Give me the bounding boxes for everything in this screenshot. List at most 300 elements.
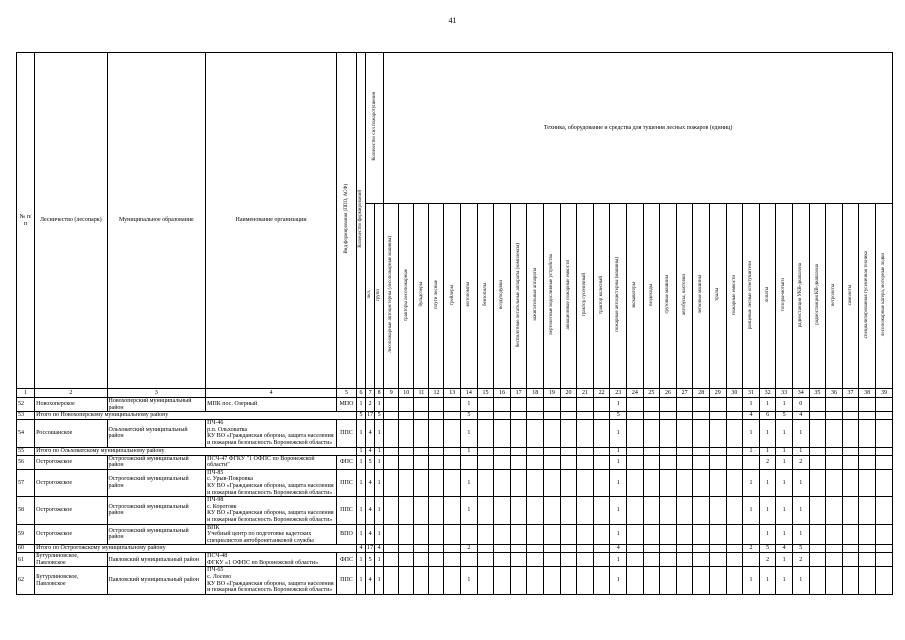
equipment-cell-10 — [399, 553, 414, 567]
equipment-cell-32: 1 — [759, 567, 776, 594]
equipment-cell-18 — [527, 420, 544, 447]
equipment-cell-13 — [444, 469, 461, 496]
equipment-cell-39 — [875, 447, 892, 455]
header-equipment-39 — [875, 204, 892, 389]
equipment-cell-10 — [399, 447, 414, 455]
row-number: 58 — [17, 497, 35, 524]
header-equipment-12 — [429, 204, 444, 389]
equipment-cell-37 — [842, 447, 859, 455]
equipment-cell-13 — [444, 524, 461, 545]
equipment-cell-9 — [384, 447, 399, 455]
organization-name: МПК пос. Озерный — [206, 398, 337, 412]
equipment-cell-39 — [875, 420, 892, 447]
groups-count: 1 — [375, 553, 384, 567]
organization-name: ПЧ-98 с. Коротояк КУ ВО «Гражданская оборона, защита населения и пожарная безопасность Воронежской области» — [206, 497, 337, 524]
equipment-cell-17 — [510, 567, 527, 594]
equipment-cell-16 — [494, 567, 511, 594]
equipment-cell-31 — [743, 553, 760, 567]
equipment-cell-20 — [560, 497, 577, 524]
equipment-cell-28 — [693, 497, 710, 524]
equipment-cell-22 — [593, 420, 610, 447]
equipment-cell-13 — [444, 545, 461, 553]
equipment-cell-29 — [709, 412, 726, 420]
table-row — [17, 567, 893, 594]
people-count: 4 — [366, 469, 375, 496]
equipment-cell-29 — [709, 553, 726, 567]
equipment-cell-35 — [809, 455, 826, 469]
equipment-cell-14: 5 — [461, 412, 478, 420]
equipment-cell-18 — [527, 553, 544, 567]
equipment-cell-18 — [527, 447, 544, 455]
municipality-name: Острогожский муниципальный район — [107, 455, 206, 469]
column-number-3: 3 — [107, 389, 206, 398]
equipment-cell-12 — [429, 553, 444, 567]
column-number-16: 16 — [494, 389, 511, 398]
equipment-cell-15 — [477, 567, 494, 594]
column-number-14: 14 — [461, 389, 478, 398]
equipment-cell-23: 1 — [610, 455, 627, 469]
equipment-cell-22 — [593, 469, 610, 496]
equipment-cell-33: 5 — [776, 412, 793, 420]
equipment-cell-21 — [577, 398, 594, 412]
formation-type: ВПО — [336, 524, 356, 545]
equipment-cell-39 — [875, 567, 892, 594]
header-equipment-26 — [660, 204, 677, 389]
equipment-cell-27 — [676, 553, 693, 567]
equipment-cell-38 — [859, 420, 876, 447]
equipment-cell-10 — [399, 524, 414, 545]
equipment-cell-33: 1 — [776, 524, 793, 545]
header-equipment-22 — [593, 204, 610, 389]
header-equipment-22-label: трактор колесный — [598, 275, 604, 314]
total-label: Итого по Острогожскому муниципальному району — [35, 545, 357, 553]
equipment-cell-9 — [384, 524, 399, 545]
header-equipment-24 — [627, 204, 644, 389]
equipment-cell-24 — [627, 420, 644, 447]
equipment-cell-17 — [510, 398, 527, 412]
equipment-cell-32: 1 — [759, 524, 776, 545]
column-number-10: 10 — [399, 389, 414, 398]
row-number: 56 — [17, 455, 35, 469]
equipment-cell-15 — [477, 524, 494, 545]
equipment-cell-19 — [544, 420, 561, 447]
equipment-cell-30 — [726, 497, 743, 524]
header-equipment-39-label: лесопожарные катера, моторные лодки — [881, 253, 887, 337]
column-number-7: 7 — [366, 389, 375, 398]
equipment-cell-32: 1 — [759, 469, 776, 496]
equipment-cell-39 — [875, 469, 892, 496]
equipment-cell-27 — [676, 412, 693, 420]
equipment-cell-32: 1 — [759, 497, 776, 524]
equipment-cell-11 — [414, 420, 429, 447]
municipality-name: Острогожский муниципальный район — [107, 469, 206, 496]
equipment-cell-33: 1 — [776, 469, 793, 496]
equipment-cell-28 — [693, 553, 710, 567]
equipment-cell-19 — [544, 567, 561, 594]
equipment-cell-24 — [627, 398, 644, 412]
total-label: Итого по Ольховатскому муниципальному району — [35, 447, 357, 455]
equipment-cell-17 — [510, 553, 527, 567]
equipment-cell-23: 1 — [610, 524, 627, 545]
header-equipment-28-label: легковые машины — [698, 275, 704, 314]
header-equipment-29-label: тралы — [715, 288, 721, 302]
equipment-cell-16 — [494, 398, 511, 412]
formations-count: 1 — [357, 420, 366, 447]
header-equipment-17 — [510, 204, 527, 389]
municipality-name: Острогожский муниципальный район — [107, 497, 206, 524]
header-equipment-19 — [544, 204, 561, 389]
equipment-cell-13 — [444, 497, 461, 524]
people-count: 4 — [366, 420, 375, 447]
equipment-cell-12 — [429, 398, 444, 412]
groups-count: 1 — [375, 420, 384, 447]
equipment-cell-12 — [429, 524, 444, 545]
equipment-cell-29 — [709, 524, 726, 545]
equipment-cell-14 — [461, 553, 478, 567]
groups-count: 5 — [375, 412, 384, 420]
equipment-cell-25 — [643, 420, 660, 447]
formation-type: ФПС — [336, 455, 356, 469]
row-number: 55 — [17, 447, 35, 455]
equipment-cell-27 — [676, 497, 693, 524]
header-equipment-36-label: ветролеты — [831, 283, 837, 306]
equipment-cell-21 — [577, 545, 594, 553]
header-equipment-19-label: вертолетные водосливные устройства — [549, 254, 555, 335]
equipment-cell-28 — [693, 412, 710, 420]
equipment-cell-12 — [429, 455, 444, 469]
formation-type: ППС — [336, 420, 356, 447]
equipment-cell-36 — [826, 497, 843, 524]
header-equipment-9-label: лесопожарные автоцистерны (лесопожарные машины) — [388, 236, 394, 354]
equipment-cell-34: 1 — [792, 567, 809, 594]
equipment-cell-24 — [627, 545, 644, 553]
equipment-cell-34: 1 — [792, 420, 809, 447]
equipment-cell-26 — [660, 545, 677, 553]
equipment-cell-17 — [510, 447, 527, 455]
equipment-cell-38 — [859, 497, 876, 524]
equipment-cell-34: 1 — [792, 497, 809, 524]
header-equipment-29 — [709, 204, 726, 389]
header-groups — [375, 204, 384, 389]
header-equipment-38 — [859, 204, 876, 389]
groups-count: 1 — [375, 447, 384, 455]
header-equipment-10-label: тракторы лесопожарные — [403, 268, 409, 321]
equipment-cell-30 — [726, 412, 743, 420]
equipment-cell-36 — [826, 469, 843, 496]
equipment-cell-35 — [809, 567, 826, 594]
equipment-cell-29 — [709, 469, 726, 496]
equipment-cell-18 — [527, 545, 544, 553]
equipment-cell-33: 1 — [776, 497, 793, 524]
equipment-cell-9 — [384, 567, 399, 594]
formations-count: 1 — [357, 469, 366, 496]
equipment-cell-24 — [627, 447, 644, 455]
equipment-cell-28 — [693, 447, 710, 455]
municipality-name: Острогожский муниципальный район — [107, 524, 206, 545]
equipment-cell-28 — [693, 524, 710, 545]
row-number: 57 — [17, 469, 35, 496]
equipment-cell-12 — [429, 412, 444, 420]
header-equipment-15 — [477, 204, 494, 389]
groups-count: 1 — [375, 524, 384, 545]
equipment-cell-26 — [660, 420, 677, 447]
equipment-cell-28 — [693, 455, 710, 469]
header-equipment-25 — [643, 204, 660, 389]
equipment-cell-13 — [444, 567, 461, 594]
equipment-cell-20 — [560, 545, 577, 553]
equipment-cell-19 — [544, 553, 561, 567]
header-equipment-30-label: пожарные емкости — [731, 274, 737, 315]
people-count: 4 — [366, 447, 375, 455]
table-row — [17, 455, 893, 469]
fire-forces-table — [16, 52, 893, 595]
equipment-cell-14: 1 — [461, 398, 478, 412]
equipment-cell-33: 1 — [776, 398, 793, 412]
organization-name: ВПК Учебный центр по подготовке кадетских специалистов автобронетанковой службы — [206, 524, 337, 545]
equipment-cell-18 — [527, 412, 544, 420]
header-equipment-11-label: бульдозеры — [418, 282, 424, 307]
equipment-cell-38 — [859, 412, 876, 420]
formations-count: 5 — [357, 412, 366, 420]
equipment-cell-32: 1 — [759, 420, 776, 447]
equipment-cell-26 — [660, 412, 677, 420]
equipment-cell-16 — [494, 420, 511, 447]
equipment-cell-38 — [859, 553, 876, 567]
equipment-cell-30 — [726, 524, 743, 545]
header-equipment-27 — [676, 204, 693, 389]
equipment-cell-20 — [560, 398, 577, 412]
equipment-cell-31: 1 — [743, 469, 760, 496]
column-number-29: 29 — [709, 389, 726, 398]
equipment-cell-34: 4 — [792, 412, 809, 420]
equipment-cell-31: 2 — [743, 545, 760, 553]
header-equipment-21 — [577, 204, 594, 389]
column-number-20: 20 — [560, 389, 577, 398]
column-number-25: 25 — [643, 389, 660, 398]
header-equipment-30 — [726, 204, 743, 389]
equipment-cell-39 — [875, 398, 892, 412]
equipment-cell-20 — [560, 524, 577, 545]
forestry-name: Острогожское — [35, 455, 107, 469]
equipment-cell-26 — [660, 567, 677, 594]
forestry-name: Россошанское — [35, 420, 107, 447]
table-row — [17, 412, 893, 420]
equipment-cell-25 — [643, 497, 660, 524]
column-number-2: 2 — [35, 389, 107, 398]
equipment-cell-14 — [461, 524, 478, 545]
equipment-cell-10 — [399, 545, 414, 553]
equipment-cell-17 — [510, 455, 527, 469]
equipment-cell-37 — [842, 455, 859, 469]
equipment-cell-27 — [676, 567, 693, 594]
equipment-cell-16 — [494, 412, 511, 420]
header-equipment-group: Техника, оборудование и средства для тушения лесных пожаров (единиц) — [384, 53, 893, 204]
equipment-cell-10 — [399, 497, 414, 524]
equipment-cell-19 — [544, 455, 561, 469]
equipment-cell-28 — [693, 398, 710, 412]
equipment-cell-37 — [842, 545, 859, 553]
equipment-cell-26 — [660, 398, 677, 412]
equipment-cell-39 — [875, 497, 892, 524]
table-row — [17, 553, 893, 567]
row-number: 54 — [17, 420, 35, 447]
equipment-cell-26 — [660, 497, 677, 524]
organization-name: ПСЧ-47 ФГКУ "1 ОФПС по Воронежской области" — [206, 455, 337, 469]
column-number-11: 11 — [414, 389, 429, 398]
equipment-cell-30 — [726, 447, 743, 455]
equipment-cell-18 — [527, 469, 544, 496]
equipment-cell-23: 5 — [610, 412, 627, 420]
table-row — [17, 545, 893, 553]
equipment-cell-9 — [384, 497, 399, 524]
equipment-cell-15 — [477, 469, 494, 496]
equipment-cell-32: 1 — [759, 398, 776, 412]
equipment-cell-11 — [414, 412, 429, 420]
equipment-cell-35 — [809, 420, 826, 447]
people-count: 2 — [366, 398, 375, 412]
equipment-cell-20 — [560, 412, 577, 420]
equipment-cell-15 — [477, 420, 494, 447]
header-formations-count — [357, 53, 366, 389]
groups-count: 1 — [375, 567, 384, 594]
formations-count: 1 — [357, 553, 366, 567]
equipment-cell-26 — [660, 553, 677, 567]
header-equipment-21-label: трактор гусеничный — [582, 273, 588, 317]
equipment-cell-17 — [510, 497, 527, 524]
equipment-cell-33: 1 — [776, 420, 793, 447]
equipment-cell-22 — [593, 545, 610, 553]
column-number-27: 27 — [676, 389, 693, 398]
equipment-cell-29 — [709, 447, 726, 455]
equipment-cell-36 — [826, 447, 843, 455]
equipment-cell-12 — [429, 545, 444, 553]
equipment-cell-35 — [809, 553, 826, 567]
column-number-34: 34 — [792, 389, 809, 398]
equipment-cell-23: 1 — [610, 398, 627, 412]
equipment-cell-37 — [842, 420, 859, 447]
equipment-cell-22 — [593, 447, 610, 455]
equipment-cell-37 — [842, 398, 859, 412]
equipment-cell-23: 1 — [610, 420, 627, 447]
equipment-cell-18 — [527, 497, 544, 524]
equipment-cell-37 — [842, 553, 859, 567]
row-number: 61 — [17, 553, 35, 567]
equipment-cell-12 — [429, 469, 444, 496]
column-number-36: 36 — [826, 389, 843, 398]
equipment-cell-36 — [826, 420, 843, 447]
equipment-cell-38 — [859, 398, 876, 412]
table-row — [17, 524, 893, 545]
equipment-cell-36 — [826, 524, 843, 545]
equipment-cell-17 — [510, 545, 527, 553]
equipment-cell-11 — [414, 455, 429, 469]
equipment-cell-39 — [875, 553, 892, 567]
column-number-1: 1 — [17, 389, 35, 398]
equipment-cell-23: 1 — [610, 553, 627, 567]
header-equipment-9 — [384, 204, 399, 389]
equipment-cell-26 — [660, 447, 677, 455]
equipment-cell-11 — [414, 545, 429, 553]
equipment-cell-38 — [859, 469, 876, 496]
equipment-cell-22 — [593, 497, 610, 524]
equipment-cell-34: 5 — [792, 545, 809, 553]
equipment-cell-25 — [643, 447, 660, 455]
table-row — [17, 497, 893, 524]
column-number-5: 5 — [336, 389, 356, 398]
equipment-cell-36 — [826, 455, 843, 469]
equipment-cell-14: 2 — [461, 545, 478, 553]
column-number-37: 37 — [842, 389, 859, 398]
people-count: 17 — [367, 412, 374, 419]
equipment-cell-39 — [875, 412, 892, 420]
equipment-cell-33: 1 — [776, 447, 793, 455]
table-row — [17, 420, 893, 447]
header-equipment-32 — [759, 204, 776, 389]
equipment-cell-35 — [809, 524, 826, 545]
groups-count: 1 — [375, 469, 384, 496]
header-organization: Наименование организации — [206, 53, 337, 389]
equipment-cell-19 — [544, 545, 561, 553]
header-equipment-33-label: топоры-мотыги — [781, 278, 787, 312]
header-equipment-34 — [792, 204, 809, 389]
equipment-cell-17 — [510, 469, 527, 496]
header-equipment-16 — [494, 204, 511, 389]
equipment-cell-24 — [627, 553, 644, 567]
equipment-cell-35 — [809, 412, 826, 420]
equipment-cell-20 — [560, 469, 577, 496]
equipment-cell-36 — [826, 553, 843, 567]
equipment-cell-22 — [593, 455, 610, 469]
formation-type: МПО — [336, 398, 356, 412]
equipment-cell-31 — [743, 455, 760, 469]
organization-name: ПЧ-46 р.п. Ольховатка КУ ВО «Гражданская оборона, защита населения и пожарная безопасность Воронежской области» — [206, 420, 337, 447]
equipment-cell-31 — [743, 524, 760, 545]
equipment-cell-14: 1 — [461, 567, 478, 594]
groups-count: 4 — [375, 545, 384, 553]
equipment-cell-30 — [726, 455, 743, 469]
equipment-cell-16 — [494, 447, 511, 455]
header-equipment-26-label: грузовые машины — [665, 275, 671, 314]
formations-count: 1 — [357, 567, 366, 594]
equipment-cell-36 — [826, 567, 843, 594]
equipment-cell-22 — [593, 398, 610, 412]
equipment-cell-25 — [643, 545, 660, 553]
equipment-cell-20 — [560, 420, 577, 447]
header-groups-label: групп — [376, 288, 382, 301]
equipment-cell-23: 1 — [610, 469, 627, 496]
header-equipment-15-label: бензопилы — [482, 283, 488, 307]
equipment-cell-22 — [593, 567, 610, 594]
header-equipment-18 — [527, 204, 544, 389]
equipment-cell-13 — [444, 398, 461, 412]
header-formation-type — [336, 53, 356, 389]
equipment-cell-33: 1 — [776, 455, 793, 469]
equipment-cell-37 — [842, 524, 859, 545]
equipment-cell-34: 1 — [792, 524, 809, 545]
equipment-cell-38 — [859, 524, 876, 545]
equipment-cell-13 — [444, 420, 461, 447]
equipment-cell-18 — [527, 524, 544, 545]
equipment-cell-34: 2 — [792, 553, 809, 567]
equipment-cell-34: 2 — [792, 455, 809, 469]
equipment-cell-14: 1 — [461, 497, 478, 524]
organization-name: ПЧ-65 с. Лосево КУ ВО «Гражданская оборона, защита населения и пожарная безопасность Воронежской области» — [206, 567, 337, 594]
header-equipment-33 — [776, 204, 793, 389]
forestry-name: Бутурлиновское, Павловское — [35, 567, 107, 594]
organization-name: ПЧ-85 с. Урыв-Покровка КУ ВО «Гражданская оборона, защита населения и пожарная безопасность Воронежской области» — [206, 469, 337, 496]
equipment-cell-23: 4 — [610, 545, 627, 553]
equipment-cell-12 — [429, 447, 444, 455]
